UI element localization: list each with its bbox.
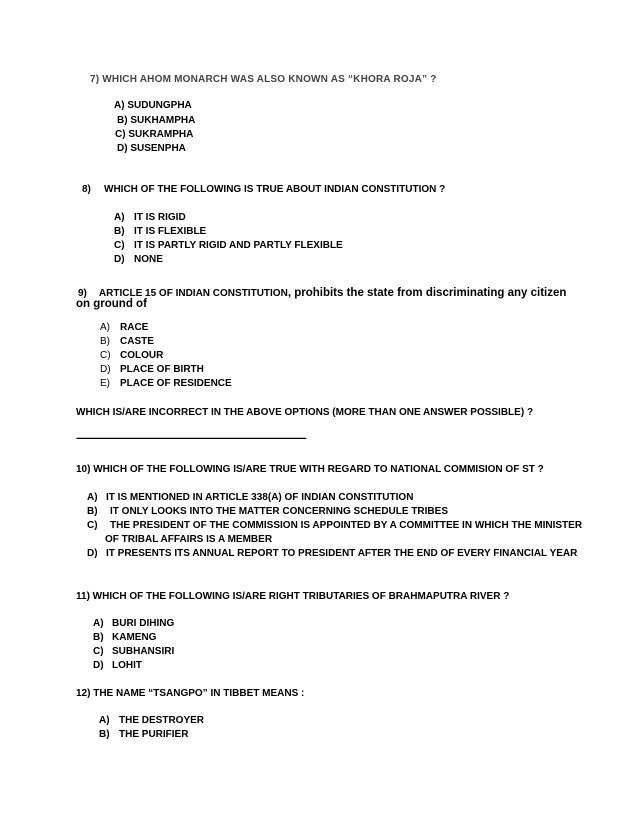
q8-option-d-letter: D) xyxy=(114,254,125,265)
q12-option-a: THE DESTROYER xyxy=(119,715,205,726)
q9-line2: on ground of xyxy=(76,298,147,310)
q7-option-b: B) SUKHAMPHA xyxy=(117,115,196,126)
q9-lead: ARTICLE 15 OF INDIAN CONSTITUTION xyxy=(98,288,288,299)
q9-number: 9) xyxy=(78,288,87,299)
question-9 xyxy=(78,284,566,300)
q9-followup: WHICH IS/ARE INCORRECT IN THE ABOVE OPTIONS (MORE THAN ONE ANSWER POSSIBLE) ? xyxy=(76,407,534,418)
q11-option-b-letter: B) xyxy=(93,632,104,643)
q8-option-a-letter: A) xyxy=(114,212,125,223)
q8-option-b-letter: B) xyxy=(114,226,125,237)
q7-option-c: C) SUKRAMPHA xyxy=(115,129,194,140)
q12-option-b-letter: B) xyxy=(99,729,110,740)
q8-option-d: NONE xyxy=(134,254,163,265)
q10-option-a: IT IS MENTIONED IN ARTICLE 338(A) OF INDIAN CONSTITUTION xyxy=(106,492,414,503)
q8-option-a: IT IS RIGID xyxy=(134,212,186,223)
q7-option-a: A) SUDUNGPHA xyxy=(114,100,192,111)
q8-option-c: IT IS PARTLY RIGID AND PARTLY FLEXIBLE xyxy=(134,240,343,251)
q8-option-b: IT IS FLEXIBLE xyxy=(134,226,207,237)
question-10: 10) WHICH OF THE FOLLOWING IS/ARE TRUE WITH REGARD TO NATIONAL COMMISION OF ST ? xyxy=(76,464,544,475)
q9-option-c: COLOUR xyxy=(120,350,164,361)
q9-option-b: CASTE xyxy=(120,336,154,347)
q8-option-c-letter: C) xyxy=(114,240,125,251)
q9-option-c-letter: C) xyxy=(100,350,111,361)
q12-option-a-letter: A) xyxy=(99,715,110,726)
q9-option-a: RACE xyxy=(120,322,149,333)
q10-option-b: IT ONLY LOOKS INTO THE MATTER CONCERNING SCHEDULE TRIBES xyxy=(110,506,448,517)
q11-option-d: LOHIT xyxy=(112,660,142,671)
q9-option-e-letter: E) xyxy=(100,378,110,389)
question-7: 7) WHICH AHOM MONARCH WAS ALSO KNOWN AS “KHORA ROJA” ? xyxy=(90,74,437,85)
q7-option-d: D) SUSENPHA xyxy=(117,143,186,154)
q12-option-b: THE PURIFIER xyxy=(119,729,189,740)
q11-option-c: SUBHANSIRI xyxy=(112,646,175,657)
answer-line: ----------------------------------------------------------------------------------------------------------------- xyxy=(76,433,306,444)
q10-option-b-letter: B) xyxy=(87,506,98,517)
q10-option-d-letter: D) xyxy=(87,548,98,559)
q9-rest: , prohibits the state from discriminating any citizen xyxy=(287,287,567,299)
q9-option-d: PLACE OF BIRTH xyxy=(120,364,204,375)
q9-option-a-letter: A) xyxy=(100,322,110,333)
q9-option-e: PLACE OF RESIDENCE xyxy=(120,378,232,389)
q8-number: 8) xyxy=(82,184,91,195)
q9-option-d-letter: D) xyxy=(100,364,111,375)
q10-option-a-letter: A) xyxy=(87,492,98,503)
q10-option-c-letter: C) xyxy=(87,520,98,531)
q11-option-b: KAMENG xyxy=(112,632,157,643)
q10-option-c: THE PRESIDENT OF THE COMMISSION IS APPOINTED BY A COMMITTEE IN WHICH THE MINISTER xyxy=(110,520,583,531)
q9-option-b-letter: B) xyxy=(100,336,110,347)
q10-option-d: IT PRESENTS ITS ANNUAL REPORT TO PRESIDENT AFTER THE END OF EVERY FINANCIAL YEAR xyxy=(106,548,578,559)
question-8: WHICH OF THE FOLLOWING IS TRUE ABOUT INDIAN CONSTITUTION ? xyxy=(104,184,446,195)
q11-option-a: BURI DIHING xyxy=(112,618,175,629)
question-12: 12) THE NAME “TSANGPO” IN TIBBET MEANS : xyxy=(76,688,305,699)
q11-option-a-letter: A) xyxy=(93,618,104,629)
question-11: 11) WHICH OF THE FOLLOWING IS/ARE RIGHT TRIBUTARIES OF BRAHMAPUTRA RIVER ? xyxy=(76,591,510,602)
q10-option-c-continued: OF TRIBAL AFFAIRS IS A MEMBER xyxy=(105,534,273,545)
q11-option-d-letter: D) xyxy=(93,660,104,671)
q11-option-c-letter: C) xyxy=(93,646,104,657)
